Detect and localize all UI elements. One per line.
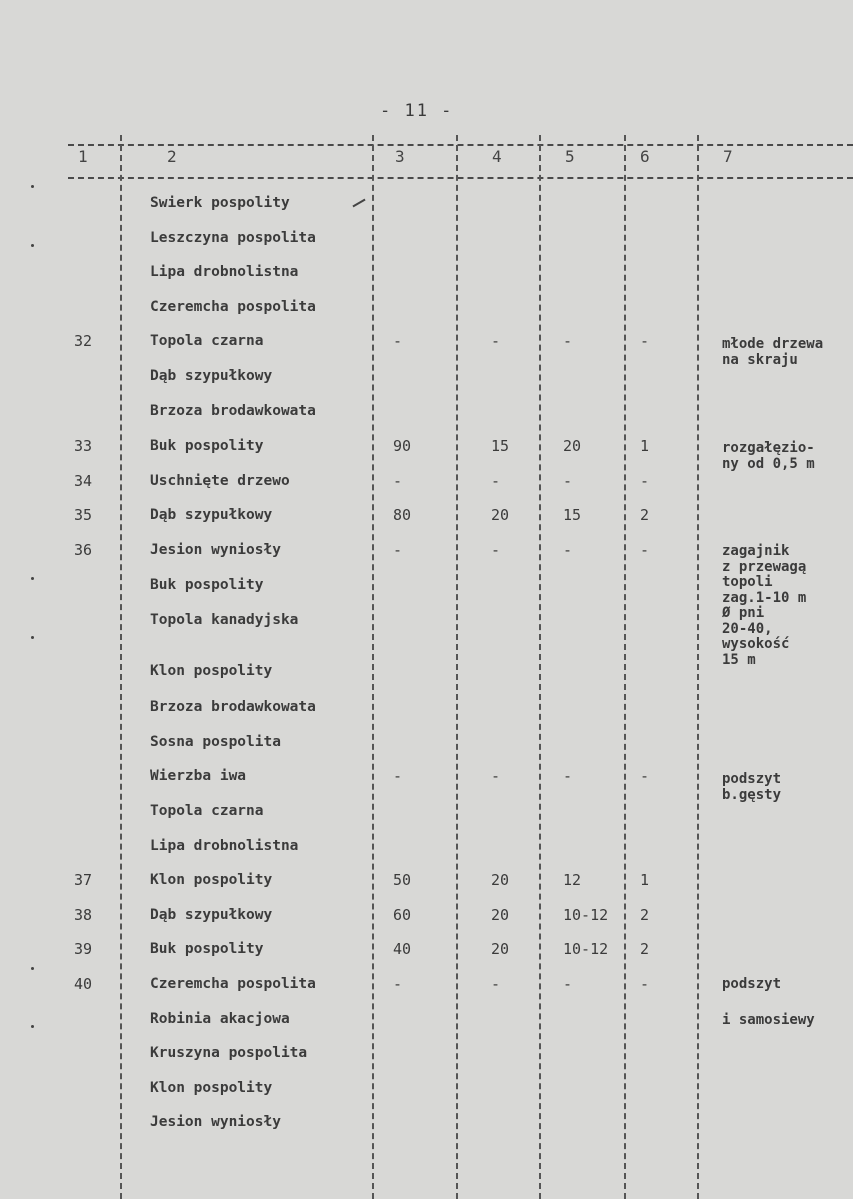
margin-mark [31,577,34,580]
species-name: Buk pospolity [150,438,264,454]
species-name: Dąb szypułkowy [150,507,273,523]
cell-col-6: - [640,767,650,785]
species-name: Dąb szypułkowy [150,907,273,923]
cell-col-6: 2 [640,940,650,958]
remark-2: rozgałęzio- ny od 0,5 m [722,440,815,472]
cell-col-6: - [640,332,650,350]
header-col-4: 4 [492,147,502,166]
cell-col-5: 20 [563,437,582,455]
row-number: 40 [74,975,93,993]
column-divider-4-5 [539,135,541,1199]
row-number: 33 [74,437,93,455]
column-divider-6-7 [697,135,699,1199]
cell-col-4: - [491,975,501,993]
cell-col-3: 80 [393,506,412,524]
header-col-6: 6 [640,147,650,166]
margin-mark [31,244,34,247]
pen-mark [352,199,365,208]
species-name: Topola kanadyjska [150,612,299,628]
cell-col-5: 10-12 [563,940,609,958]
remark-6: i samosiewy [722,1012,815,1028]
species-name: Topola czarna [150,333,264,349]
cell-col-4: 15 [491,437,510,455]
margin-mark [31,185,34,188]
cell-col-5: 15 [563,506,582,524]
species-name: Klon pospolity [150,1080,273,1096]
cell-col-4: - [491,541,501,559]
header-col-3: 3 [395,147,405,166]
row-number: 32 [74,332,93,350]
cell-col-4: - [491,332,501,350]
cell-col-5: - [563,472,573,490]
species-name: Lipa drobnolistna [150,838,299,854]
column-divider-3-4 [456,135,458,1199]
species-name: Robinia akacjowa [150,1011,290,1027]
species-name: Jesion wyniosły [150,1114,281,1130]
table-top-rule [68,144,853,146]
species-name: Lipa drobnolistna [150,264,299,280]
species-name: Kruszyna pospolita [150,1045,308,1061]
header-col-7: 7 [723,147,733,166]
cell-col-6: 1 [640,871,650,889]
cell-col-3: 60 [393,906,412,924]
species-name: Brzoza brodawkowata [150,699,316,715]
cell-col-5: - [563,767,573,785]
cell-col-4: 20 [491,506,510,524]
remark-3: zagajnik z przewagą topoli zag.1-10 m Ø pni 20-40, wysokość 15 m [722,543,807,668]
cell-col-3: - [393,767,403,785]
cell-col-5: 10-12 [563,906,609,924]
species-name: Topola czarna [150,803,264,819]
cell-col-4: - [491,472,501,490]
row-number: 36 [74,541,93,559]
margin-mark [31,1025,34,1028]
cell-col-4: 20 [491,940,510,958]
cell-col-3: - [393,541,403,559]
cell-col-3: - [393,472,403,490]
cell-col-4: 20 [491,906,510,924]
remark-1: młode drzewa na skraju [722,336,824,368]
species-name: Klon pospolity [150,872,273,888]
column-divider-1-2 [120,135,122,1199]
cell-col-6: - [640,541,650,559]
cell-col-3: 50 [393,871,412,889]
table-header-rule [68,177,853,179]
cell-col-6: - [640,975,650,993]
cell-col-6: 1 [640,437,650,455]
cell-col-4: 20 [491,871,510,889]
cell-col-5: - [563,975,573,993]
species-name: Jesion wyniosły [150,542,281,558]
species-name: Leszczyna pospolita [150,230,316,246]
header-col-5: 5 [565,147,575,166]
species-name: Klon pospolity [150,663,273,679]
cell-col-3: 90 [393,437,412,455]
species-name: Uschnięte drzewo [150,473,290,489]
row-number: 35 [74,506,93,524]
header-col-1: 1 [78,147,88,166]
row-number: 37 [74,871,93,889]
species-name: Dąb szypułkowy [150,368,273,384]
cell-col-5: 12 [563,871,582,889]
species-name: Buk pospolity [150,941,264,957]
row-number: 39 [74,940,93,958]
remark-5: podszyt [722,976,782,992]
species-name: Brzoza brodawkowata [150,403,316,419]
margin-mark [31,967,34,970]
cell-col-3: - [393,332,403,350]
column-divider-2-3 [372,135,374,1199]
row-number: 34 [74,472,93,490]
page-number: - 11 - [380,101,454,121]
cell-col-6: 2 [640,506,650,524]
species-name: Czeremcha pospolita [150,299,316,315]
column-divider-5-6 [624,135,626,1199]
cell-col-4: - [491,767,501,785]
row-number: 38 [74,906,93,924]
species-name: Czeremcha pospolita [150,976,316,992]
species-name: Buk pospolity [150,577,264,593]
margin-mark [31,636,34,639]
species-name: Wierzba iwa [150,768,247,784]
cell-col-3: - [393,975,403,993]
cell-col-5: - [563,332,573,350]
cell-col-6: 2 [640,906,650,924]
cell-col-6: - [640,472,650,490]
cell-col-3: 40 [393,940,412,958]
species-name: Swierk pospolity [150,195,290,211]
cell-col-5: - [563,541,573,559]
header-col-2: 2 [167,147,177,166]
remark-4: podszyt b.gęsty [722,771,782,803]
species-name: Sosna pospolita [150,734,281,750]
